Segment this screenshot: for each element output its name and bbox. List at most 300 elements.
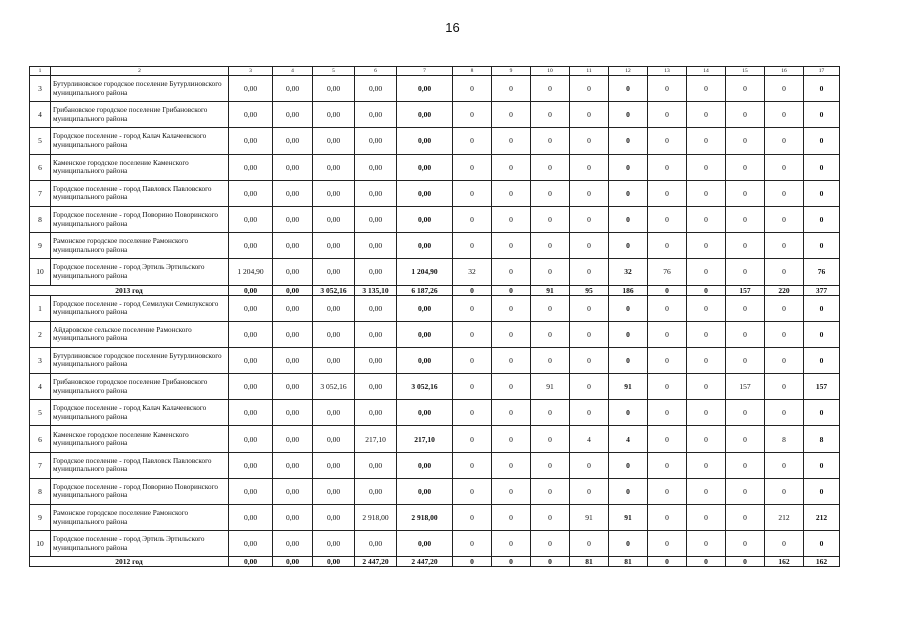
value-cell: 0,00 (273, 426, 313, 452)
settlement-name-cell: Городское поселение - город Поворино Поворинского муниципального района (51, 206, 229, 232)
value-cell: 0 (687, 259, 726, 285)
value-cell: 0 (765, 128, 804, 154)
value-cell: 0 (531, 557, 570, 567)
value-cell: 0,00 (397, 452, 453, 478)
value-cell: 0 (648, 128, 687, 154)
value-cell: 0,00 (397, 295, 453, 321)
value-cell: 0 (648, 478, 687, 504)
value-cell: 0,00 (355, 400, 397, 426)
column-number-cell: 13 (648, 67, 687, 76)
value-cell: 0 (804, 76, 840, 102)
value-cell: 0,00 (397, 400, 453, 426)
value-cell: 0 (687, 180, 726, 206)
value-cell: 0 (453, 374, 492, 400)
value-cell: 0 (609, 180, 648, 206)
value-cell: 0,00 (229, 76, 273, 102)
value-cell: 0 (726, 180, 765, 206)
value-cell: 186 (609, 285, 648, 295)
settlement-name-cell: Рамонское городское поселение Рамонского муниципального района (51, 233, 229, 259)
column-number-cell: 15 (726, 67, 765, 76)
value-cell: 0,00 (229, 128, 273, 154)
value-cell: 91 (570, 505, 609, 531)
value-cell: 0 (687, 76, 726, 102)
row-number-cell: 2 (30, 321, 51, 347)
value-cell: 0 (648, 295, 687, 321)
value-cell: 1 204,90 (229, 259, 273, 285)
value-cell: 0,00 (397, 531, 453, 557)
value-cell: 0 (804, 233, 840, 259)
settlement-name-cell: Городское поселение - город Эртиль Эртильского муниципального района (51, 531, 229, 557)
value-cell: 0,00 (229, 285, 273, 295)
value-cell: 0,00 (229, 400, 273, 426)
value-cell: 0 (648, 452, 687, 478)
value-cell: 0 (453, 102, 492, 128)
value-cell: 0 (570, 321, 609, 347)
value-cell: 0,00 (355, 374, 397, 400)
row-number-cell: 8 (30, 206, 51, 232)
value-cell: 0 (453, 180, 492, 206)
value-cell: 0 (492, 233, 531, 259)
row-number-cell: 7 (30, 180, 51, 206)
column-number-cell: 1 (30, 67, 51, 76)
table-row (30, 259, 840, 285)
value-cell: 0 (804, 347, 840, 373)
value-cell: 0 (492, 102, 531, 128)
value-cell: 2 447,20 (355, 557, 397, 567)
value-cell: 95 (570, 285, 609, 295)
value-cell: 0 (609, 531, 648, 557)
value-cell: 0 (492, 128, 531, 154)
value-cell: 157 (726, 285, 765, 295)
value-cell: 0,00 (273, 531, 313, 557)
value-cell: 0,00 (273, 478, 313, 504)
value-cell: 0 (687, 557, 726, 567)
value-cell: 0 (648, 531, 687, 557)
value-cell: 0 (492, 206, 531, 232)
value-cell: 0 (726, 206, 765, 232)
value-cell: 0 (687, 233, 726, 259)
value-cell: 217,10 (397, 426, 453, 452)
value-cell: 0 (765, 531, 804, 557)
value-cell: 0 (531, 347, 570, 373)
value-cell: 0 (492, 400, 531, 426)
value-cell: 0,00 (313, 452, 355, 478)
value-cell: 0 (531, 206, 570, 232)
value-cell: 0 (804, 154, 840, 180)
value-cell: 0 (492, 374, 531, 400)
value-cell: 0 (531, 259, 570, 285)
value-cell: 0 (765, 206, 804, 232)
value-cell: 0,00 (355, 206, 397, 232)
value-cell: 0,00 (313, 295, 355, 321)
value-cell: 0 (609, 321, 648, 347)
value-cell: 0 (492, 295, 531, 321)
row-number-cell: 5 (30, 400, 51, 426)
row-number-cell: 9 (30, 505, 51, 531)
value-cell: 0 (804, 321, 840, 347)
settlement-name-cell: Городское поселение - город Павловск Павловского муниципального района (51, 180, 229, 206)
row-number-cell: 6 (30, 426, 51, 452)
value-cell: 0 (492, 505, 531, 531)
value-cell: 0,00 (397, 233, 453, 259)
column-number-cell: 4 (273, 67, 313, 76)
value-cell: 0 (687, 295, 726, 321)
settlement-name-cell: Айдаровское сельское поселение Рамонского муниципального района (51, 321, 229, 347)
value-cell: 162 (765, 557, 804, 567)
value-cell: 0 (453, 557, 492, 567)
value-cell: 0 (531, 400, 570, 426)
page-number: 16 (445, 20, 460, 35)
value-cell: 0 (726, 102, 765, 128)
value-cell: 0,00 (355, 259, 397, 285)
value-cell: 0 (804, 531, 840, 557)
table-row (30, 426, 840, 452)
value-cell: 0 (765, 452, 804, 478)
value-cell: 0 (726, 426, 765, 452)
value-cell: 0 (726, 154, 765, 180)
column-number-cell: 11 (570, 67, 609, 76)
value-cell: 2 447,20 (397, 557, 453, 567)
value-cell: 0,00 (355, 452, 397, 478)
row-number-cell: 10 (30, 259, 51, 285)
value-cell: 0 (453, 154, 492, 180)
year-label-cell: 2013 год (30, 285, 229, 295)
value-cell: 0,00 (273, 259, 313, 285)
value-cell: 6 187,26 (397, 285, 453, 295)
value-cell: 0,00 (355, 233, 397, 259)
row-number-cell: 4 (30, 374, 51, 400)
value-cell: 0,00 (273, 285, 313, 295)
value-cell: 0,00 (355, 478, 397, 504)
value-cell: 4 (609, 426, 648, 452)
value-cell: 0,00 (273, 557, 313, 567)
value-cell: 0 (492, 285, 531, 295)
value-cell: 0,00 (273, 452, 313, 478)
table-row (30, 128, 840, 154)
settlement-name-cell: Бутурлиновское городское поселение Бутурлиновского муниципального района (51, 76, 229, 102)
value-cell: 0 (492, 76, 531, 102)
value-cell: 0 (492, 321, 531, 347)
value-cell: 0,00 (397, 154, 453, 180)
value-cell: 0,00 (229, 206, 273, 232)
value-cell: 0 (453, 295, 492, 321)
value-cell: 0,00 (229, 233, 273, 259)
value-cell: 3 052,16 (313, 374, 355, 400)
value-cell: 0,00 (313, 347, 355, 373)
value-cell: 0 (453, 76, 492, 102)
row-number-cell: 7 (30, 452, 51, 478)
value-cell: 0,00 (397, 128, 453, 154)
value-cell: 0,00 (229, 374, 273, 400)
settlement-name-cell: Городское поселение - город Калач Калачеевского муниципального района (51, 128, 229, 154)
value-cell: 0 (648, 285, 687, 295)
value-cell: 32 (453, 259, 492, 285)
value-cell: 0 (453, 400, 492, 426)
value-cell: 212 (765, 505, 804, 531)
value-cell: 0,00 (313, 154, 355, 180)
column-number-cell: 16 (765, 67, 804, 76)
column-number-cell: 3 (229, 67, 273, 76)
value-cell: 0 (648, 347, 687, 373)
value-cell: 0 (570, 347, 609, 373)
row-number-cell: 3 (30, 76, 51, 102)
value-cell: 0 (570, 180, 609, 206)
value-cell: 0 (804, 400, 840, 426)
value-cell: 0,00 (397, 180, 453, 206)
value-cell: 0 (687, 285, 726, 295)
value-cell: 0 (687, 452, 726, 478)
value-cell: 0 (531, 452, 570, 478)
value-cell: 0 (687, 102, 726, 128)
value-cell: 0,00 (273, 76, 313, 102)
value-cell: 0,00 (273, 128, 313, 154)
value-cell: 91 (531, 374, 570, 400)
value-cell: 0,00 (397, 478, 453, 504)
value-cell: 0 (648, 76, 687, 102)
table-row (30, 452, 840, 478)
value-cell: 91 (609, 505, 648, 531)
value-cell: 0 (726, 452, 765, 478)
value-cell: 0 (804, 180, 840, 206)
value-cell: 0 (453, 285, 492, 295)
value-cell: 0,00 (397, 347, 453, 373)
settlement-name-cell: Грибановское городское поселение Грибановского муниципального района (51, 102, 229, 128)
value-cell: 0 (570, 102, 609, 128)
value-cell: 0 (648, 206, 687, 232)
table-row (30, 400, 840, 426)
value-cell: 0,00 (229, 426, 273, 452)
value-cell: 91 (531, 285, 570, 295)
value-cell: 0,00 (229, 347, 273, 373)
value-cell: 0,00 (273, 295, 313, 321)
value-cell: 0 (609, 128, 648, 154)
value-cell: 0,00 (273, 102, 313, 128)
table-row (30, 102, 840, 128)
value-cell: 0 (765, 180, 804, 206)
column-number-cell: 2 (51, 67, 229, 76)
table-row (30, 233, 840, 259)
value-cell: 0 (726, 400, 765, 426)
value-cell: 162 (804, 557, 840, 567)
value-cell: 0 (765, 295, 804, 321)
value-cell: 0,00 (273, 347, 313, 373)
table-row (30, 295, 840, 321)
value-cell: 0 (726, 505, 765, 531)
value-cell: 0 (765, 347, 804, 373)
year-label-cell: 2012 год (30, 557, 229, 567)
value-cell: 0 (726, 478, 765, 504)
row-number-cell: 10 (30, 531, 51, 557)
table-row (30, 505, 840, 531)
value-cell: 2 918,00 (355, 505, 397, 531)
value-cell: 377 (804, 285, 840, 295)
value-cell: 0 (804, 206, 840, 232)
value-cell: 0 (726, 76, 765, 102)
value-cell: 0 (765, 400, 804, 426)
value-cell: 217,10 (355, 426, 397, 452)
column-number-cell: 7 (397, 67, 453, 76)
value-cell: 0,00 (229, 531, 273, 557)
value-cell: 0,00 (229, 180, 273, 206)
value-cell: 0,00 (313, 128, 355, 154)
value-cell: 0,00 (313, 233, 355, 259)
table-row (30, 180, 840, 206)
value-cell: 0,00 (229, 505, 273, 531)
value-cell: 0 (453, 531, 492, 557)
value-cell: 0 (570, 295, 609, 321)
value-cell: 0,00 (313, 400, 355, 426)
value-cell: 0,00 (355, 321, 397, 347)
value-cell: 0 (687, 426, 726, 452)
value-cell: 0,00 (355, 76, 397, 102)
value-cell: 0 (570, 259, 609, 285)
value-cell: 0 (726, 295, 765, 321)
value-cell: 0 (570, 206, 609, 232)
data-table (29, 66, 840, 567)
row-number-cell: 8 (30, 478, 51, 504)
value-cell: 0 (687, 347, 726, 373)
value-cell: 0 (609, 206, 648, 232)
value-cell: 0 (726, 347, 765, 373)
value-cell: 0 (453, 206, 492, 232)
value-cell: 0 (648, 557, 687, 567)
value-cell: 0 (687, 321, 726, 347)
value-cell: 0,00 (355, 531, 397, 557)
value-cell: 0,00 (313, 102, 355, 128)
value-cell: 0,00 (355, 347, 397, 373)
value-cell: 212 (804, 505, 840, 531)
value-cell: 81 (609, 557, 648, 567)
year-total-row (30, 285, 840, 295)
value-cell: 76 (804, 259, 840, 285)
settlement-name-cell: Грибановское городское поселение Грибановского муниципального района (51, 374, 229, 400)
value-cell: 0 (648, 400, 687, 426)
value-cell: 0,00 (313, 321, 355, 347)
value-cell: 0,00 (313, 426, 355, 452)
settlement-name-cell: Каменское городское поселение Каменского муниципального района (51, 154, 229, 180)
value-cell: 0,00 (273, 505, 313, 531)
value-cell: 0 (687, 374, 726, 400)
value-cell: 0 (804, 128, 840, 154)
value-cell: 0 (570, 400, 609, 426)
value-cell: 0 (804, 478, 840, 504)
value-cell: 0 (531, 478, 570, 504)
value-cell: 0 (609, 452, 648, 478)
value-cell: 0 (609, 347, 648, 373)
value-cell: 0,00 (273, 321, 313, 347)
value-cell: 0,00 (273, 374, 313, 400)
settlement-name-cell: Бутурлиновское городское поселение Бутурлиновского муниципального района (51, 347, 229, 373)
value-cell: 0 (492, 452, 531, 478)
value-cell: 3 052,16 (313, 285, 355, 295)
value-cell: 0 (453, 233, 492, 259)
value-cell: 0,00 (229, 321, 273, 347)
value-cell: 0 (531, 505, 570, 531)
value-cell: 0 (531, 295, 570, 321)
value-cell: 0,00 (273, 180, 313, 206)
value-cell: 0 (570, 478, 609, 504)
value-cell: 0 (648, 374, 687, 400)
column-number-cell: 6 (355, 67, 397, 76)
value-cell: 0 (726, 233, 765, 259)
value-cell: 0 (492, 557, 531, 567)
value-cell: 0 (687, 206, 726, 232)
table-row (30, 531, 840, 557)
value-cell: 0,00 (229, 295, 273, 321)
value-cell: 0 (765, 259, 804, 285)
value-cell: 0,00 (313, 557, 355, 567)
value-cell: 91 (609, 374, 648, 400)
value-cell: 220 (765, 285, 804, 295)
value-cell: 0 (765, 154, 804, 180)
value-cell: 0 (687, 154, 726, 180)
value-cell: 0 (492, 531, 531, 557)
row-number-cell: 5 (30, 128, 51, 154)
value-cell: 0 (648, 233, 687, 259)
settlement-name-cell: Городское поселение - город Поворино Поворинского муниципального района (51, 478, 229, 504)
value-cell: 0 (492, 180, 531, 206)
value-cell: 0 (453, 505, 492, 531)
table-row (30, 154, 840, 180)
column-number-cell: 17 (804, 67, 840, 76)
value-cell: 0,00 (229, 452, 273, 478)
table-row (30, 321, 840, 347)
value-cell: 0,00 (355, 128, 397, 154)
value-cell: 0 (531, 531, 570, 557)
value-cell: 0,00 (273, 233, 313, 259)
value-cell: 0,00 (355, 295, 397, 321)
value-cell: 0,00 (397, 321, 453, 347)
value-cell: 0 (609, 233, 648, 259)
header-row (30, 67, 840, 76)
value-cell: 76 (648, 259, 687, 285)
value-cell: 0 (765, 374, 804, 400)
value-cell: 0 (570, 154, 609, 180)
column-number-cell: 5 (313, 67, 355, 76)
value-cell: 0 (726, 321, 765, 347)
value-cell: 0 (648, 321, 687, 347)
value-cell: 0 (765, 76, 804, 102)
value-cell: 0 (609, 295, 648, 321)
value-cell: 0 (726, 259, 765, 285)
value-cell: 0 (453, 128, 492, 154)
value-cell: 32 (609, 259, 648, 285)
value-cell: 0 (687, 478, 726, 504)
row-number-cell: 6 (30, 154, 51, 180)
value-cell: 0 (648, 505, 687, 531)
value-cell: 3 052,16 (397, 374, 453, 400)
value-cell: 0 (648, 154, 687, 180)
value-cell: 0,00 (313, 259, 355, 285)
value-cell: 0,00 (229, 478, 273, 504)
value-cell: 81 (570, 557, 609, 567)
value-cell: 0 (765, 102, 804, 128)
value-cell: 0 (531, 102, 570, 128)
table-row (30, 478, 840, 504)
column-number-cell: 12 (609, 67, 648, 76)
value-cell: 0,00 (313, 206, 355, 232)
settlement-name-cell: Городское поселение - город Семилуки Семилукского муниципального района (51, 295, 229, 321)
value-cell: 0 (648, 102, 687, 128)
table-row (30, 206, 840, 232)
value-cell: 0 (492, 347, 531, 373)
row-number-cell: 4 (30, 102, 51, 128)
value-cell: 0 (804, 452, 840, 478)
year-total-row (30, 557, 840, 567)
column-number-cell: 10 (531, 67, 570, 76)
value-cell: 0,00 (397, 206, 453, 232)
value-cell: 1 204,90 (397, 259, 453, 285)
